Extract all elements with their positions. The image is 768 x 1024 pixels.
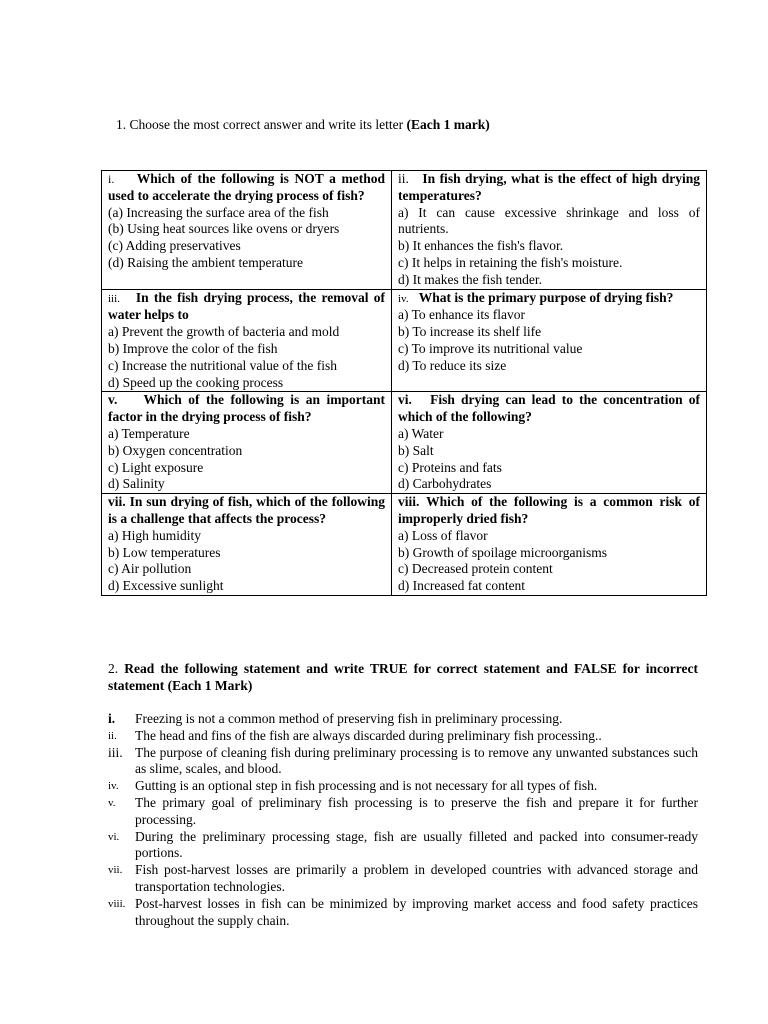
question-cell bbox=[392, 289, 707, 392]
question-numeral: vi. bbox=[398, 392, 412, 408]
statement-text: Post-harvest losses in fish can be minimized by improving market access and food safety practices throughout the supply chain. bbox=[135, 895, 698, 928]
question-text: In the fish drying process, the removal of water helps to bbox=[108, 289, 386, 323]
answer-option: d) To reduce its size bbox=[398, 357, 507, 373]
answer-option: c) Light exposure bbox=[108, 459, 204, 475]
answer-option: d) Increased fat content bbox=[398, 578, 526, 594]
mcq-row bbox=[102, 392, 707, 494]
statement-text: The purpose of cleaning fish during preliminary processing is to remove any unwanted substances such as slime, scales, and blood. bbox=[135, 744, 698, 777]
answer-option: a) High humidity bbox=[108, 527, 201, 543]
list-item bbox=[108, 745, 698, 779]
question-cell bbox=[102, 494, 392, 596]
answer-option: (d) Raising the ambient temperature bbox=[108, 254, 303, 270]
list-item bbox=[108, 728, 698, 745]
statement-numeral: iii. bbox=[108, 744, 123, 760]
statement-text: The primary goal of preliminary fish processing is to preserve the fish and prepare it for further processing. bbox=[135, 794, 698, 827]
list-item bbox=[108, 862, 698, 896]
question-stem bbox=[398, 171, 700, 205]
question-stem bbox=[108, 171, 385, 205]
question-cell bbox=[392, 171, 707, 290]
section1-number: 1. bbox=[116, 117, 127, 132]
mcq-table bbox=[101, 170, 707, 596]
statement-text: During the preliminary processing stage, fish are usually filleted and packed into consumer-ready portions. bbox=[135, 828, 698, 861]
answer-option: d) Salinity bbox=[108, 476, 165, 492]
answer-option: b) Low temperatures bbox=[108, 544, 221, 560]
question-text: In fish drying, what is the effect of high drying temperatures? bbox=[398, 171, 701, 203]
answer-option: c) Decreased protein content bbox=[398, 561, 553, 577]
statement-numeral: v. bbox=[108, 796, 116, 809]
list-item bbox=[108, 778, 698, 795]
answer-option: c) Proteins and fats bbox=[398, 459, 502, 475]
question-cell bbox=[392, 494, 707, 596]
answer-option: (a) Increasing the surface area of the fish bbox=[108, 204, 329, 220]
question-stem bbox=[108, 494, 385, 528]
statement-numeral: viii. bbox=[108, 897, 126, 910]
answer-option: d) Carbohydrates bbox=[398, 476, 492, 492]
mcq-row bbox=[102, 494, 707, 596]
list-item bbox=[108, 829, 698, 863]
question-text: What is the primary purpose of drying fish? bbox=[418, 289, 674, 305]
statement-text: Gutting is an optional step in fish processing and is not necessary for all types of fish. bbox=[135, 778, 598, 794]
answer-option: c) Increase the nutritional value of the fish bbox=[108, 357, 338, 373]
statement-numeral: vii. bbox=[108, 864, 123, 877]
section1-marks: (Each 1 mark) bbox=[406, 117, 490, 132]
question-numeral: iv. bbox=[398, 292, 409, 305]
statement-numeral: iv. bbox=[108, 780, 119, 793]
statement-text: Freezing is not a common method of preserving fish in preliminary processing. bbox=[135, 711, 563, 726]
question-numeral: viii. bbox=[398, 494, 420, 510]
answer-option: a) Temperature bbox=[108, 425, 190, 441]
statement-numeral: vi. bbox=[108, 830, 120, 843]
question-text: Which of the following is NOT a method used to accelerate the drying process of fish? bbox=[108, 171, 386, 203]
answer-option: a) It can cause excessive shrinkage and loss of nutrients. bbox=[398, 204, 700, 237]
true-false-list bbox=[108, 711, 698, 929]
section1-instruction: Choose the most correct answer and write its letter bbox=[129, 117, 404, 132]
answer-option: b) To increase its shelf life bbox=[398, 324, 542, 340]
statement-numeral: ii. bbox=[108, 729, 117, 742]
question-stem bbox=[398, 494, 700, 528]
list-item bbox=[108, 795, 698, 829]
statement-numeral: i. bbox=[108, 711, 116, 726]
question-numeral: v. bbox=[108, 392, 118, 408]
question-cell bbox=[102, 171, 392, 290]
answer-option: d) Excessive sunlight bbox=[108, 578, 224, 594]
answer-option: c) Air pollution bbox=[108, 561, 192, 577]
answer-option: a) To enhance its flavor bbox=[398, 307, 526, 323]
answer-option: b) Improve the color of the fish bbox=[108, 340, 278, 356]
question-numeral: ii. bbox=[398, 171, 409, 186]
mcq-row bbox=[102, 171, 707, 290]
question-numeral: i. bbox=[108, 172, 115, 186]
answer-option: d) Speed up the cooking process bbox=[108, 374, 284, 390]
question-text: Which of the following is an important factor in the drying process of fish? bbox=[108, 392, 386, 425]
list-item bbox=[108, 896, 698, 930]
question-cell bbox=[102, 392, 392, 494]
question-stem bbox=[108, 392, 385, 426]
question-text: Which of the following is a common risk of improperly dried fish? bbox=[398, 494, 700, 526]
mcq-row bbox=[102, 289, 707, 392]
answer-option: c) It helps in retaining the fish's moisture. bbox=[398, 254, 623, 270]
answer-option: (b) Using heat sources like ovens or dryers bbox=[108, 221, 340, 237]
question-numeral: vii. bbox=[108, 494, 126, 510]
answer-option: b) Salt bbox=[398, 442, 434, 458]
answer-option: a) Loss of flavor bbox=[398, 527, 488, 543]
question-cell bbox=[102, 289, 392, 392]
answer-option: b) Growth of spoilage microorganisms bbox=[398, 544, 607, 560]
list-item bbox=[108, 711, 698, 728]
question-cell bbox=[392, 392, 707, 494]
answer-option: b) It enhances the fish's flavor. bbox=[398, 238, 564, 254]
answer-option: c) To improve its nutritional value bbox=[398, 340, 583, 356]
statement-text: Fish post-harvest losses are primarily a problem in developed countries with advanced storage and transportation technologies. bbox=[135, 862, 698, 894]
question-text: In sun drying of fish, which of the following is a challenge that affects the process? bbox=[108, 494, 385, 526]
statement-text: The head and fins of the fish are always discarded during preliminary fish processing.. bbox=[135, 727, 602, 743]
section1-heading bbox=[116, 116, 490, 133]
question-stem bbox=[398, 392, 700, 426]
question-stem bbox=[398, 290, 700, 308]
question-text: Fish drying can lead to the concentration of which of the following? bbox=[398, 392, 700, 425]
answer-option: (c) Adding preservatives bbox=[108, 238, 241, 254]
question-stem bbox=[108, 290, 385, 325]
section2-heading bbox=[108, 660, 698, 694]
answer-option: d) It makes the fish tender. bbox=[398, 271, 542, 287]
section2-number: 2. bbox=[108, 661, 119, 676]
answer-option: b) Oxygen concentration bbox=[108, 442, 243, 458]
answer-option: a) Prevent the growth of bacteria and mold bbox=[108, 324, 340, 340]
answer-option: a) Water bbox=[398, 425, 444, 441]
question-numeral: iii. bbox=[108, 292, 120, 305]
section2-instruction: Read the following statement and write TRUE for correct statement and FALSE for incorrect statement (Each 1 Mark) bbox=[108, 661, 698, 693]
